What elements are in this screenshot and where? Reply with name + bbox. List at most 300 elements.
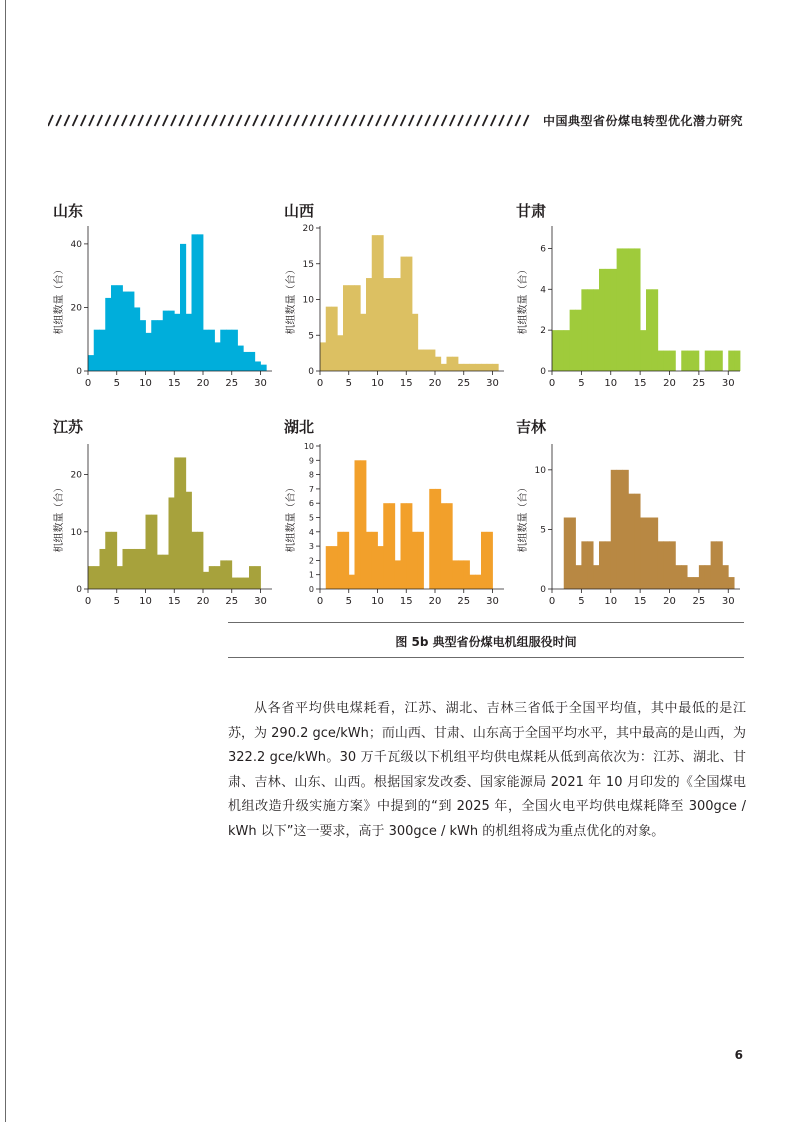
y-tick-label: 40: [70, 239, 82, 250]
y-tick-label: 4: [540, 285, 546, 296]
histogram-bar: [617, 248, 623, 371]
histogram-bar: [332, 546, 338, 589]
histogram-hubei: [280, 440, 510, 615]
histogram-bar: [693, 351, 699, 371]
y-tick-label: 3: [308, 542, 314, 552]
histogram-bar: [366, 532, 372, 589]
x-tick-label: 5: [578, 378, 585, 389]
histogram-bar: [670, 541, 676, 589]
histogram-bar: [658, 351, 664, 371]
histogram-bar: [94, 330, 100, 371]
hatch-stroke: [401, 115, 406, 126]
hatch-stroke: [245, 115, 250, 126]
x-tick-label: 30: [486, 596, 499, 607]
histogram-bar: [705, 351, 711, 371]
x-tick-label: 0: [548, 596, 556, 607]
histogram-bar: [611, 470, 617, 589]
y-tick-label: 0: [540, 585, 546, 595]
x-tick-label: 15: [633, 378, 647, 389]
x-tick-label: 10: [139, 596, 152, 607]
histogram-bar: [646, 289, 652, 371]
histogram-bar: [395, 278, 401, 371]
histogram-bar: [475, 575, 481, 589]
hatch-stroke: [335, 115, 340, 126]
histogram-bar: [186, 314, 192, 371]
histogram-bar: [722, 565, 728, 589]
x-tick-label: 30: [254, 378, 267, 389]
histogram-bar: [475, 364, 481, 371]
histogram-bar: [634, 248, 640, 371]
x-tick-label: 20: [428, 378, 442, 389]
chart-title-jilin: 吉林: [516, 418, 547, 436]
histogram-bar: [100, 330, 106, 371]
y-tick-label: 15: [302, 259, 314, 270]
histogram-shandong: [48, 222, 278, 397]
x-tick-label: 20: [428, 596, 442, 607]
chart-title-shanxi: 山西: [284, 202, 315, 220]
hatch-stroke: [269, 115, 274, 126]
header-hatch-decoration: [48, 114, 530, 127]
y-tick-label: 0: [308, 367, 314, 377]
hatch-stroke: [483, 115, 488, 126]
histogram-bar: [687, 351, 693, 371]
histogram-bar: [226, 560, 232, 589]
x-tick-label: 0: [316, 596, 324, 607]
histogram-bar: [215, 566, 221, 589]
y-tick-label: 0: [76, 585, 82, 595]
x-tick-label: 0: [84, 596, 92, 607]
histogram-bar: [640, 330, 646, 371]
histogram-bar: [452, 357, 458, 371]
histogram-bar: [326, 307, 332, 371]
histogram-bar: [587, 289, 593, 371]
histogram-bar: [332, 307, 338, 371]
histogram-bar: [128, 292, 134, 371]
figure-caption: 图 5b 典型省份煤电机组服役时间: [395, 635, 577, 649]
histogram-bar: [628, 248, 634, 371]
histogram-bar: [570, 518, 576, 590]
histogram-jiangsu: [48, 440, 278, 615]
histogram-jilin: [512, 440, 746, 615]
page-edge-line: [5, 0, 6, 1122]
x-tick-label: 30: [486, 378, 499, 389]
x-tick-label: 0: [84, 378, 92, 389]
histogram-bar: [628, 494, 634, 589]
hatch-stroke: [310, 115, 315, 126]
hatch-stroke: [171, 115, 176, 126]
histogram-bar: [464, 364, 470, 371]
x-tick-label: 25: [692, 596, 706, 607]
hatch-stroke: [319, 115, 324, 126]
y-tick-label: 5: [308, 331, 314, 342]
histogram-bar: [576, 310, 582, 371]
x-tick-label: 5: [113, 378, 120, 389]
y-tick-label: 7: [308, 484, 314, 494]
histogram-bar: [652, 289, 658, 371]
y-tick-label: 0: [540, 367, 546, 377]
histogram-bar: [378, 235, 384, 371]
histogram-bar: [623, 248, 629, 371]
hatch-stroke: [343, 115, 348, 126]
hatch-stroke: [507, 115, 512, 126]
histogram-bar: [599, 541, 605, 589]
y-tick-label: 6: [540, 244, 546, 255]
hatch-stroke: [499, 115, 504, 126]
x-tick-label: 5: [345, 378, 352, 389]
y-axis-label: 机组数量（台）: [286, 482, 297, 553]
histogram-bar: [412, 314, 418, 371]
y-tick-label: 5: [540, 525, 546, 536]
x-tick-label: 15: [399, 378, 413, 389]
caption-top-rule: [228, 622, 744, 623]
histogram-bar: [493, 364, 499, 371]
histogram-bar: [146, 333, 152, 371]
histogram-bar: [570, 310, 576, 371]
histogram-bar: [243, 578, 249, 589]
hatch-stroke: [302, 115, 307, 126]
hatch-stroke: [81, 115, 86, 126]
histogram-bar: [581, 289, 587, 371]
histogram-bar: [658, 541, 664, 589]
x-tick-label: 30: [721, 378, 735, 389]
histogram-bar: [681, 351, 687, 371]
histogram-bar: [552, 330, 558, 371]
histogram-bar: [664, 351, 670, 371]
hatch-stroke: [64, 115, 69, 126]
x-tick-label: 25: [225, 378, 239, 389]
histogram-bar: [406, 257, 412, 371]
histogram-bar: [151, 515, 157, 589]
hatch-stroke: [237, 115, 242, 126]
histogram-bar: [117, 285, 123, 371]
y-tick-label: 10: [303, 442, 314, 451]
hatch-stroke: [450, 115, 455, 126]
hatch-stroke: [524, 115, 529, 126]
histogram-bar: [717, 351, 723, 371]
y-axis-label: 机组数量（台）: [286, 264, 297, 335]
histogram-bar: [209, 566, 215, 589]
histogram-bar: [389, 503, 395, 589]
histogram-bar: [693, 577, 699, 589]
histogram-bar: [349, 575, 355, 589]
histogram-bar: [215, 342, 221, 371]
histogram-shanxi: [280, 222, 510, 397]
histogram-bar: [611, 269, 617, 371]
histogram-bar: [599, 269, 605, 371]
histogram-bar: [203, 330, 209, 371]
hatch-stroke: [384, 115, 389, 126]
histogram-bar: [197, 234, 203, 371]
histogram-bar: [94, 566, 100, 589]
hatch-stroke: [212, 115, 217, 126]
y-tick-label: 2: [540, 326, 546, 337]
body-paragraph: 从各省平均供电煤耗看，江苏、湖北、吉林三省低于全国平均值，其中最低的是江苏，为 290.2 gce/kWh；而山西、甘肃、山东高于全国平均水平，其中最高的是山西，为 322.2 gce/kWh。30 万千瓦级以下机组平均供电煤耗从低到高依次为：江苏、湖北、甘肃、吉林、山东、山西。根据国家发改委、国家能源局 2021 年 10 月印发的《全国煤电机组改造升级实施方案》中提到的“到 2025 年，全国火电平均供电煤耗降至 300gce / kWh 以下”这一要求，高于 300gce / kWh 的机组将成为重点优化的对象。: [228, 701, 746, 839]
histogram-bar: [111, 285, 117, 371]
histogram-bar: [366, 278, 372, 371]
histogram-bar: [123, 292, 129, 371]
x-tick-label: 15: [633, 596, 647, 607]
hatch-stroke: [351, 115, 356, 126]
histogram-bar: [209, 330, 215, 371]
chart-title-jiangsu: 江苏: [53, 418, 84, 436]
histogram-bar: [220, 560, 226, 589]
y-axis-label: 机组数量（台）: [54, 264, 65, 335]
histogram-bar: [581, 541, 587, 589]
x-tick-label: 10: [139, 378, 152, 389]
hatch-stroke: [155, 115, 160, 126]
histogram-bar: [238, 578, 244, 589]
histogram-bar: [623, 470, 629, 589]
hatch-stroke: [376, 115, 381, 126]
histogram-bar: [447, 357, 453, 371]
histogram-bar: [140, 549, 146, 589]
y-tick-label: 20: [302, 224, 314, 234]
histogram-bar: [383, 503, 389, 589]
hatch-stroke: [196, 115, 201, 126]
histogram-bar: [355, 460, 361, 589]
histogram-bar: [174, 457, 180, 589]
hatch-stroke: [114, 115, 119, 126]
histogram-bar: [429, 489, 435, 589]
x-tick-label: 30: [721, 596, 735, 607]
y-tick-label: 20: [70, 470, 82, 481]
y-tick-label: 9: [308, 456, 314, 466]
hatch-stroke: [48, 115, 53, 126]
x-tick-label: 5: [578, 596, 585, 607]
histogram-bar: [441, 364, 447, 371]
histogram-bar: [249, 566, 255, 589]
hatch-stroke: [204, 115, 209, 126]
x-tick-label: 0: [548, 378, 556, 389]
histogram-bar: [151, 320, 157, 371]
hatch-stroke: [56, 115, 61, 126]
histogram-gansu: [512, 222, 746, 397]
histogram-bar: [192, 234, 198, 371]
y-axis-label: 机组数量（台）: [518, 264, 529, 335]
chart-title-shandong: 山东: [53, 202, 84, 220]
histogram-bar: [255, 361, 261, 371]
histogram-bar: [169, 497, 175, 589]
x-tick-label: 5: [345, 596, 352, 607]
histogram-bar: [238, 346, 244, 371]
hatch-stroke: [261, 115, 266, 126]
x-tick-label: 15: [167, 596, 181, 607]
histogram-bar: [634, 494, 640, 589]
histogram-bar: [705, 565, 711, 589]
x-tick-label: 0: [316, 378, 324, 389]
histogram-bar: [675, 565, 681, 589]
histogram-bar: [134, 307, 140, 371]
x-tick-label: 20: [196, 596, 210, 607]
histogram-bar: [320, 342, 326, 371]
histogram-bar: [429, 350, 435, 371]
hatch-stroke: [228, 115, 233, 126]
hatch-stroke: [278, 115, 283, 126]
histogram-bar: [203, 572, 209, 589]
histogram-bar: [111, 532, 117, 589]
histogram-bar: [360, 314, 366, 371]
hatch-stroke: [368, 115, 373, 126]
y-tick-label: 1: [308, 570, 314, 580]
x-tick-label: 10: [604, 378, 618, 389]
histogram-bar: [564, 518, 570, 590]
histogram-bar: [146, 515, 152, 589]
hatch-stroke: [491, 115, 496, 126]
histogram-bar: [349, 285, 355, 371]
histogram-bar: [343, 532, 349, 589]
y-tick-label: 8: [308, 470, 314, 480]
histogram-bar: [481, 364, 487, 371]
y-tick-label: 10: [70, 527, 82, 538]
histogram-bar: [717, 541, 723, 589]
x-tick-label: 30: [254, 596, 267, 607]
histogram-bar: [163, 311, 169, 371]
histogram-bar: [360, 460, 366, 589]
hatch-stroke: [138, 115, 143, 126]
histogram-bar: [88, 566, 94, 589]
histogram-bar: [576, 565, 582, 589]
histogram-bar: [687, 577, 693, 589]
hatch-stroke: [466, 115, 471, 126]
histogram-bar: [418, 350, 424, 371]
histogram-bar: [186, 492, 192, 589]
histogram-bar: [226, 330, 232, 371]
y-axis-label: 机组数量（台）: [54, 482, 65, 553]
histogram-bar: [458, 560, 464, 589]
x-tick-label: 15: [167, 378, 181, 389]
y-tick-label: 10: [534, 465, 546, 476]
histogram-bar: [192, 532, 198, 589]
histogram-bar: [128, 549, 134, 589]
histogram-bar: [424, 350, 430, 371]
histogram-bar: [487, 364, 493, 371]
histogram-bar: [243, 352, 249, 371]
histogram-bar: [605, 541, 611, 589]
y-tick-label: 0: [76, 367, 82, 377]
hatch-stroke: [73, 115, 78, 126]
x-tick-label: 20: [196, 378, 210, 389]
histogram-bar: [169, 311, 175, 371]
histogram-bar: [728, 577, 734, 589]
x-tick-label: 10: [371, 596, 384, 607]
hatch-stroke: [89, 115, 94, 126]
histogram-bar: [100, 549, 106, 589]
histogram-bar: [711, 351, 717, 371]
histogram-bar: [343, 285, 349, 371]
histogram-bar: [157, 555, 163, 589]
hatch-stroke: [433, 115, 438, 126]
histogram-bar: [105, 532, 111, 589]
histogram-bar: [378, 546, 384, 589]
histogram-bar: [464, 560, 470, 589]
histogram-bar: [232, 330, 238, 371]
x-tick-label: 25: [457, 378, 471, 389]
histogram-bar: [481, 532, 487, 589]
histogram-bar: [355, 285, 361, 371]
histogram-bar: [117, 566, 123, 589]
histogram-bar: [470, 364, 476, 371]
histogram-bar: [337, 335, 343, 371]
histogram-bar: [681, 565, 687, 589]
hatch-stroke: [425, 115, 430, 126]
histogram-bar: [558, 330, 564, 371]
histogram-bar: [435, 357, 441, 371]
histogram-bar: [487, 532, 493, 589]
histogram-bar: [564, 330, 570, 371]
histogram-bar: [326, 546, 332, 589]
histogram-bar: [587, 541, 593, 589]
histogram-bar: [232, 578, 238, 589]
histogram-bar: [728, 351, 734, 371]
hatch-stroke: [163, 115, 168, 126]
histogram-bar: [180, 244, 186, 371]
hatch-stroke: [130, 115, 135, 126]
y-tick-label: 6: [308, 499, 314, 509]
x-tick-label: 15: [399, 596, 413, 607]
hatch-stroke: [253, 115, 258, 126]
y-tick-label: 20: [70, 303, 82, 314]
x-tick-label: 25: [457, 596, 471, 607]
histogram-bar: [670, 351, 676, 371]
histogram-bar: [640, 518, 646, 590]
histogram-bar: [134, 549, 140, 589]
hatch-stroke: [515, 115, 520, 126]
page-number: 6: [734, 1048, 743, 1062]
histogram-bar: [452, 560, 458, 589]
histogram-bar: [617, 470, 623, 589]
hatch-stroke: [442, 115, 447, 126]
hatch-stroke: [187, 115, 192, 126]
histogram-bar: [401, 503, 407, 589]
running-header-title: 中国典型省份煤电转型优化潜力研究: [542, 114, 743, 128]
y-axis-label: 机组数量（台）: [518, 482, 529, 553]
caption-bottom-rule: [228, 657, 744, 658]
hatch-stroke: [179, 115, 184, 126]
hatch-stroke: [105, 115, 110, 126]
histogram-bar: [255, 566, 261, 589]
histogram-bar: [441, 503, 447, 589]
y-tick-label: 2: [308, 556, 314, 566]
histogram-bar: [174, 314, 180, 371]
chart-title-hubei: 湖北: [284, 418, 315, 436]
histogram-bar: [163, 555, 169, 589]
hatch-stroke: [392, 115, 397, 126]
hatch-stroke: [409, 115, 414, 126]
histogram-bar: [699, 565, 705, 589]
hatch-stroke: [122, 115, 127, 126]
y-tick-label: 10: [302, 295, 314, 306]
histogram-bar: [123, 549, 129, 589]
hatch-stroke: [360, 115, 365, 126]
x-tick-label: 25: [225, 596, 239, 607]
chart-title-gansu: 甘肃: [516, 202, 547, 220]
hatch-stroke: [146, 115, 151, 126]
histogram-bar: [249, 352, 255, 371]
histogram-bar: [652, 518, 658, 590]
histogram-bar: [157, 320, 163, 371]
histogram-bar: [197, 532, 203, 589]
hatch-stroke: [458, 115, 463, 126]
histogram-bar: [664, 541, 670, 589]
histogram-bar: [180, 457, 186, 589]
histogram-bar: [389, 278, 395, 371]
histogram-bar: [383, 278, 389, 371]
x-tick-label: 10: [371, 378, 384, 389]
histogram-bar: [418, 532, 424, 589]
histogram-bar: [435, 489, 441, 589]
histogram-bar: [372, 235, 378, 371]
hatch-stroke: [97, 115, 102, 126]
